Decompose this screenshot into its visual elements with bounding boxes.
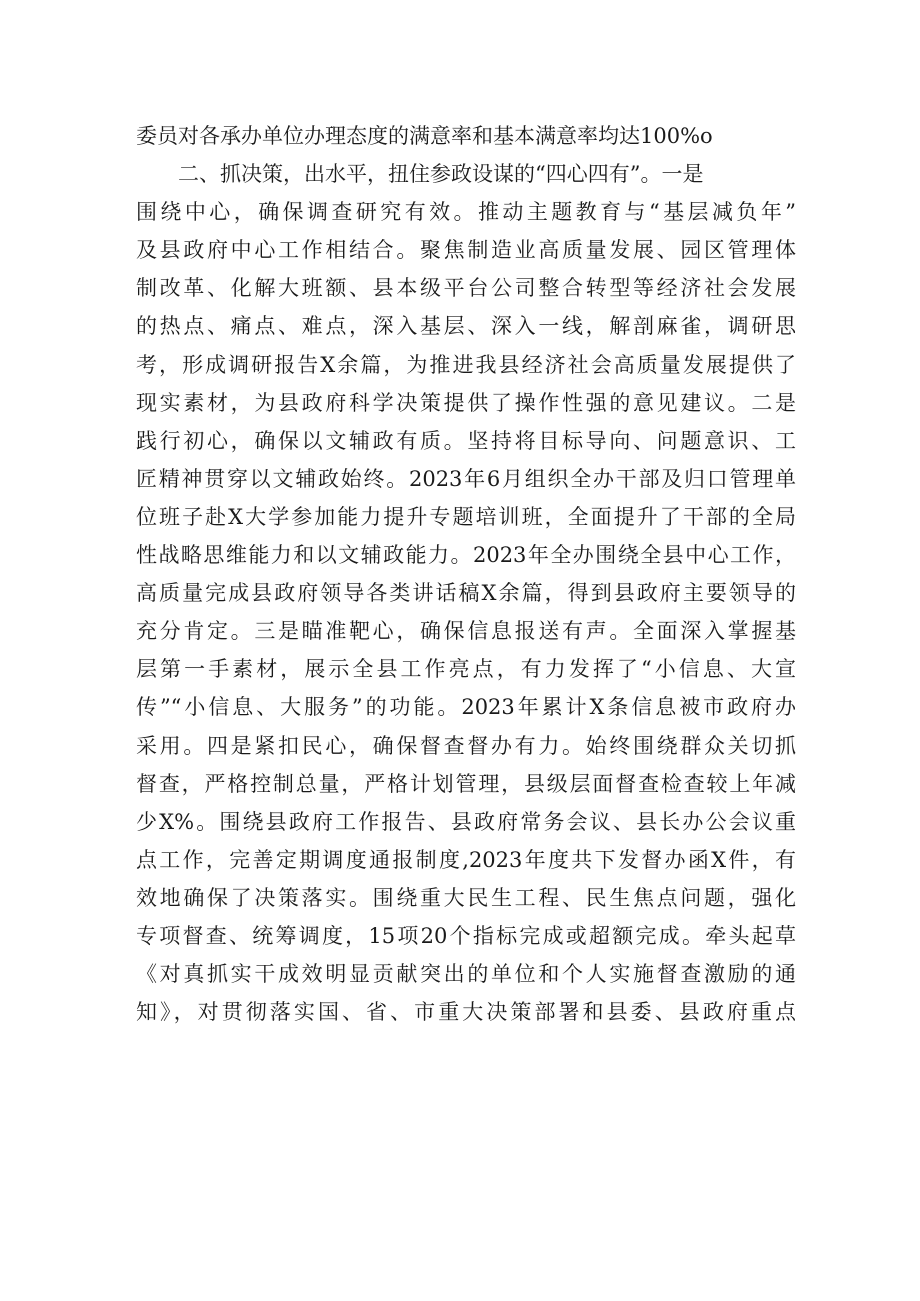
text-line: 传”“小信息、大服务”的功能。2023年累计X条信息被市政府办 <box>136 695 796 720</box>
text-line: 少X%。围绕县政府工作报告、县政府常务会议、县长办公会议重 <box>136 809 796 834</box>
text-line: 现实素材，为县政府科学决策提供了操作性强的意见建议。二是 <box>136 390 796 415</box>
text-line: 充分肯定。三是瞄准靶心，确保信息报送有声。全面深入掌握基 <box>136 619 796 644</box>
text-line: 践行初心，确保以文辅政有质。坚持将目标导向、问题意识、工 <box>136 428 796 453</box>
text-line: 委员对各承办单位办理态度的满意率和基本满意率均达100%o <box>136 124 713 148</box>
text-line: 高质量完成县政府领导各类讲话稿X余篇，得到县政府主要领导的 <box>136 581 796 606</box>
text-line: 专项督查、统筹调度，15项20个指标完成或超额完成。牵头起草 <box>136 923 796 948</box>
text-line: 《对真抓实干成效明显贡献突出的单位和个人实施督查激励的通 <box>136 962 796 987</box>
text-line: 点工作，完善定期调度通报制度,2023年度共下发督办函X件，有 <box>136 847 796 872</box>
text-line: 知》，对贯彻落实国、省、市重大决策部署和县委、县政府重点 <box>136 1000 796 1025</box>
text-line: 层第一手素材，展示全县工作亮点，有力发挥了“小信息、大宣 <box>136 657 796 682</box>
text-line: 督查，严格控制总量，严格计划管理，县级层面督查检查较上年减 <box>136 771 796 796</box>
text-line: 的热点、痛点、难点，深入基层、深入一线，解剖麻雀，调研思 <box>136 314 796 339</box>
text-line: 采用。四是紧扣民心，确保督查督办有力。始终围绕群众关切抓 <box>136 733 796 758</box>
text-line: 二、抓决策，出水平，扭住参政设谋的“四心四有”。一是 <box>136 162 704 187</box>
text-line: 效地确保了决策落实。围绕重大民生工程、民生焦点问题，强化 <box>136 885 796 910</box>
text-line: 及县政府中心工作相结合。聚焦制造业高质量发展、园区管理体 <box>136 238 796 263</box>
body-text <box>136 117 796 1031</box>
text-line: 匠精神贯穿以文辅政始终。2023年6月组织全办干部及归口管理单 <box>136 466 796 491</box>
text-line: 考，形成调研报告X余篇，为推进我县经济社会高质量发展提供了 <box>136 352 796 377</box>
text-line: 位班子赴X大学参加能力提升专题培训班，全面提升了干部的全局 <box>136 504 796 529</box>
text-line: 围绕中心，确保调查研究有效。推动主题教育与“基层减负年” <box>136 200 796 225</box>
text-line: 性战略思维能力和以文辅政能力。2023年全办围绕全县中心工作， <box>136 543 796 568</box>
text-line: 制改革、化解大班额、县本级平台公司整合转型等经济社会发展 <box>136 276 796 301</box>
